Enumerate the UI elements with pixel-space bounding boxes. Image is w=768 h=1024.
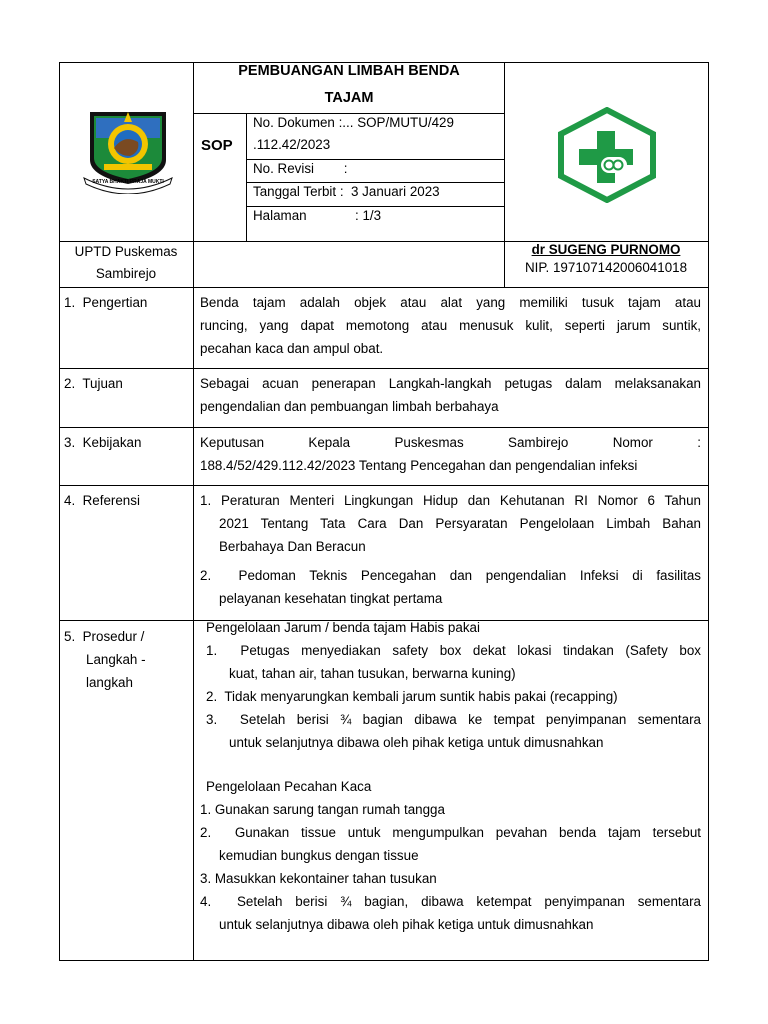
no-dokumen-cont: .112.42/2023 xyxy=(253,137,331,152)
referensi-item2-line-1: 2. Pedoman Teknis Pencegahan dan pengendalian Infeksi di fasilitas xyxy=(200,568,701,583)
row-divider-pengertian xyxy=(59,368,709,369)
row-divider-org xyxy=(59,287,709,288)
kebijakan-word: Keputusan xyxy=(200,435,265,450)
no-dokumen: No. Dokumen :... SOP/MUTU/429 xyxy=(253,115,454,130)
col-divider-sop xyxy=(246,113,247,242)
section-label-pengertian: 1. Pengertian xyxy=(64,295,148,310)
prosedur-g1-item1-line-2: kuat, tahan air, tahan tusukan, berwarna kuning) xyxy=(229,666,516,681)
section-label-prosedur-1: 5. Prosedur / xyxy=(64,629,145,644)
emblem-motto: SATYA BHAKTI PRAJA MUKTI xyxy=(92,179,164,185)
section-label-prosedur-3: langkah xyxy=(86,675,133,690)
sop-label: SOP xyxy=(201,137,233,154)
tujuan-line-1: Sebagai acuan penerapan Langkah-langkah petugas dalam melaksanakan xyxy=(200,376,701,391)
referensi-item2-line-2: pelayanan kesehatan tingkat pertama xyxy=(219,591,443,606)
pengertian-line-3: pecahan kaca dan ampul obat. xyxy=(200,341,384,356)
kebijakan-word: Kepala xyxy=(308,435,351,450)
kebijakan-word: Nomor xyxy=(612,435,653,450)
kebijakan-word: Puskesmas xyxy=(394,435,464,450)
prosedur-group1-title: Pengelolaan Jarum / benda tajam Habis pakai xyxy=(206,620,480,635)
section-label-tujuan: 2. Tujuan xyxy=(64,376,123,391)
table-border-right xyxy=(708,62,709,961)
kebijakan-line-1 xyxy=(200,434,701,452)
puskesmas-logo xyxy=(555,107,659,203)
no-revisi: No. Revisi : xyxy=(253,161,348,176)
referensi-item1-line-2: 2021 Tentang Tata Cara Dan Persyaratan Pengelolaan Limbah Bahan xyxy=(219,516,701,531)
puskesmas-logo-icon xyxy=(555,107,659,203)
prosedur-g2-item2-line-1: 2. Gunakan tissue untuk mengumpulkan pevahan benda tajam tersebut xyxy=(200,825,701,840)
table-border-left xyxy=(59,62,60,961)
col-divider-1 xyxy=(193,62,194,961)
kebijakan-word: Sambirejo xyxy=(508,435,569,450)
prosedur-g1-item3-line-1: 3. Setelah berisi ¾ bagian dibawa ke tempat penyimpanan sementara xyxy=(206,712,701,727)
section-label-prosedur-2: Langkah - xyxy=(86,652,146,667)
org-name-line1: UPTD Puskemas xyxy=(74,244,178,259)
referensi-item1-line-3: Berbahaya Dan Beracun xyxy=(219,539,366,554)
signer-name: dr SUGENG PURNOMO xyxy=(531,242,681,257)
document-title-line1: PEMBUANGAN LIMBAH BENDA xyxy=(238,63,460,79)
org-name-line2: Sambirejo xyxy=(95,266,157,281)
kebijakan-word: : xyxy=(697,435,701,450)
prosedur-g2-item4-line-1: 4. Setelah berisi ¾ bagian, dibawa ketempat penyimpanan sementara xyxy=(200,894,701,909)
prosedur-g2-item2-line-2: kemudian bungkus dengan tissue xyxy=(219,848,419,863)
prosedur-group2-title: Pengelolaan Pecahan Kaca xyxy=(206,779,372,794)
halaman-value: : 1/3 xyxy=(355,208,382,223)
prosedur-g1-item3-line-2: untuk selanjutnya dibawa oleh pihak ketiga untuk dimusnahkan xyxy=(229,735,604,750)
prosedur-g1-item2: 2. Tidak menyarungkan kembali jarum suntik habis pakai (recapping) xyxy=(206,689,618,704)
prosedur-g1-item1-line-1: 1. Petugas menyediakan safety box dekat lokasi tindakan (Safety box xyxy=(206,643,701,658)
regency-emblem xyxy=(80,108,176,194)
pengertian-line-1: Benda tajam adalah objek atau alat yang memiliki tusuk tajam atau xyxy=(200,295,701,310)
prosedur-g2-item1: 1. Gunakan sarung tangan rumah tangga xyxy=(200,802,445,817)
document-title-line2: TAJAM xyxy=(324,90,374,106)
row-divider-kebijakan xyxy=(59,485,709,486)
section-label-referensi: 4. Referensi xyxy=(64,493,140,508)
signer-nip: NIP. 197107142006041018 xyxy=(524,260,688,275)
table-border-bottom xyxy=(59,960,709,961)
section-label-kebijakan: 3. Kebijakan xyxy=(64,435,142,450)
referensi-item1-line-1: 1. Peraturan Menteri Lingkungan Hidup dan Kehutanan RI Nomor 6 Tahun xyxy=(200,493,701,508)
tujuan-line-2: pengendalian dan pembuangan limbah berbahaya xyxy=(200,399,499,414)
prosedur-g2-item4-line-2: untuk selanjutnya dibawa oleh pihak ketiga untuk dimusnahkan xyxy=(219,917,594,932)
tanggal-terbit: Tanggal Terbit : 3 Januari 2023 xyxy=(253,184,440,199)
row-divider-tujuan xyxy=(59,427,709,428)
pengertian-line-2: runcing, yang dapat memotong atau menusuk kulit, seperti jarum suntik, xyxy=(200,318,701,333)
halaman-label: Halaman xyxy=(253,208,307,223)
kebijakan-line-2: 188.4/52/429.112.42/2023 Tentang Pencegahan dan pengendalian infeksi xyxy=(200,458,638,473)
prosedur-g2-item3: 3. Masukkan kekontainer tahan tusukan xyxy=(200,871,437,886)
